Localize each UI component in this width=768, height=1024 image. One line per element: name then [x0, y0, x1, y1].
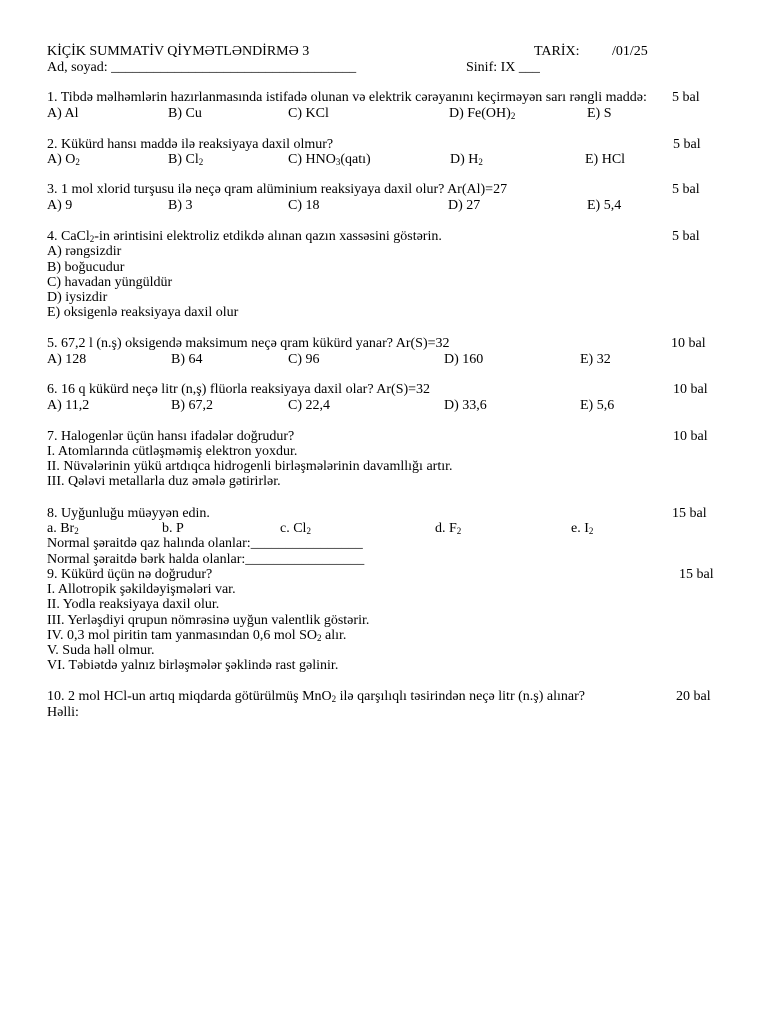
question-3-option-c: C) 18 — [288, 198, 320, 213]
question-2-option-a: A) $O_2$ — [47, 152, 80, 167]
question-3-text: 3. 1 mol xlorid turşusu ilə neçə qram alüminium reaksiyaya daxil olur? Ar(Al)=27 — [47, 182, 508, 197]
question-4-option-b: B) boğucudur — [47, 260, 125, 275]
question-8-item-c: c. $Cl_2$ — [280, 521, 311, 536]
question-8-gas-answer: Normal şəraitdə qaz halında olanlar:________________ — [47, 536, 363, 551]
question-3-option-b: B) 3 — [168, 198, 193, 213]
question-8-item-d: d. $F_2$ — [435, 521, 462, 536]
name-field: Ad, soyad: ___________________________________ — [47, 60, 357, 75]
question-5-option-e: E) 32 — [580, 352, 611, 367]
class-field: Sinif: IX ___ — [466, 60, 540, 75]
question-6-option-c: C) 22,4 — [288, 398, 330, 413]
question-3-points: 5 bal — [672, 182, 700, 197]
date-value: /01/25 — [612, 44, 648, 59]
question-2-points: 5 bal — [673, 137, 701, 152]
question-3-option-a: A) 9 — [47, 198, 73, 213]
question-8-item-a: a. $Br_2$ — [47, 521, 79, 536]
question-5-points: 10 bal — [671, 336, 706, 351]
question-5-option-c: C) 96 — [288, 352, 320, 367]
question-7-statement-2: II. Nüvələrinin yükü artdıqca hidrogenli birləşmələrinin davamllığı artır. — [47, 459, 453, 474]
question-6-option-a: A) 11,2 — [47, 398, 90, 413]
question-1-option-e: E) S — [587, 106, 612, 121]
question-4-option-a: A) rəngsizdir — [47, 244, 122, 259]
question-7-statement-1: I. Atomlarında cütləşməmiş elektron yoxdur. — [47, 444, 298, 459]
question-9-statement-5: V. Suda həll olmur. — [47, 643, 155, 658]
question-5-text: 5. 67,2 l (n.ş) oksigendə maksimum neçə qram kükürd yanar? Ar(S)=32 — [47, 336, 450, 351]
question-1-option-b: B) Cu — [168, 106, 202, 121]
question-10-solution-label: Həlli: — [47, 705, 79, 720]
question-6-option-e: E) 5,6 — [580, 398, 615, 413]
question-4-text: 4. CaCl$_2$-in ərintisini elektroliz etdikdə alınan qazın xassəsini göstərin. — [47, 229, 442, 244]
question-2-option-d: D) $H_2$ — [450, 152, 483, 167]
question-5-option-a: A) 128 — [47, 352, 87, 367]
question-1-option-a: A) Al — [47, 106, 79, 121]
worksheet-title: KİÇİK SUMMATİV QİYMƏTLƏNDİRMƏ 3 — [47, 44, 310, 59]
question-4-points: 5 bal — [672, 229, 700, 244]
question-3-option-e: E) 5,4 — [587, 198, 622, 213]
question-7-points: 10 bal — [673, 429, 708, 444]
question-9-statement-2: II. Yodla reaksiyaya daxil olur. — [47, 597, 220, 612]
question-9-statement-6: VI. Təbiətdə yalnız birləşmələr şəklində rast gəlinir. — [47, 658, 339, 673]
question-7-statement-3: III. Qələvi metallarla duz əmələ gətirirlər. — [47, 474, 281, 489]
question-9-statement-3: III. Yerləşdiyi qrupun nömrəsinə uyğun valentlik göstərir. — [47, 613, 370, 628]
question-2-option-c: C) $HNO_3(qatı)$ — [288, 152, 371, 167]
question-1-option-c: C) KCl — [288, 106, 329, 121]
question-6-text: 6. 16 q kükürd neçə litr (n,ş) flüorla reaksiyaya daxil olar? Ar(S)=32 — [47, 382, 431, 397]
question-7-text: 7. Halogenlər üçün hansı ifadələr doğrudur? — [47, 429, 295, 444]
question-2-option-e: E) HCl — [585, 152, 626, 167]
question-4-option-c: C) havadan yüngüldür — [47, 275, 173, 290]
question-2-option-b: B) $Cl_2$ — [168, 152, 204, 167]
question-8-solid-answer: Normal şəraitdə bərk halda olanlar:_________________ — [47, 552, 365, 567]
question-1-text: 1. Tibdə məlhəmlərin hazırlanmasında istifadə olunan və elektrik cərəyanını keçirməyən sarı rəngli maddə: — [47, 90, 647, 105]
question-3-option-d: D) 27 — [448, 198, 481, 213]
question-10-text: 10. 2 mol HCl-un artıq miqdarda götürülmüş MnO$_2$ ilə qarşılıqlı təsirindən neçə litr (n.ş) alınar? — [47, 689, 585, 704]
question-5-option-d: D) 160 — [444, 352, 484, 367]
question-10-points: 20 bal — [676, 689, 711, 704]
question-4-option-e: E) oksigenlə reaksiyaya daxil olur — [47, 305, 239, 320]
question-9-statement-1: I. Allotropik şəkildəyişmələri var. — [47, 582, 236, 597]
date-label: TARİX: — [534, 44, 580, 59]
question-4-option-d: D) iysizdir — [47, 290, 108, 305]
question-9-points: 15 bal — [679, 567, 714, 582]
question-6-option-d: D) 33,6 — [444, 398, 487, 413]
question-8-text: 8. Uyğunluğu müəyyən edin. — [47, 506, 210, 521]
question-9-statement-4: IV. 0,3 mol piritin tam yanmasından 0,6 mol $SO_2$ alır. — [47, 628, 347, 643]
question-6-option-b: B) 67,2 — [171, 398, 213, 413]
question-8-item-b: b. P — [162, 521, 184, 536]
question-1-option-d: D) $Fe(OH)_2$ — [449, 106, 516, 121]
question-6-points: 10 bal — [673, 382, 708, 397]
question-9-text: 9. Kükürd üçün nə doğrudur? — [47, 567, 213, 582]
question-1-points: 5 bal — [672, 90, 700, 105]
question-8-points: 15 bal — [672, 506, 707, 521]
question-2-text: 2. Kükürd hansı maddə ilə reaksiyaya daxil olmur? — [47, 137, 334, 152]
question-8-item-e: e. $I_2$ — [571, 521, 594, 536]
question-5-option-b: B) 64 — [171, 352, 203, 367]
